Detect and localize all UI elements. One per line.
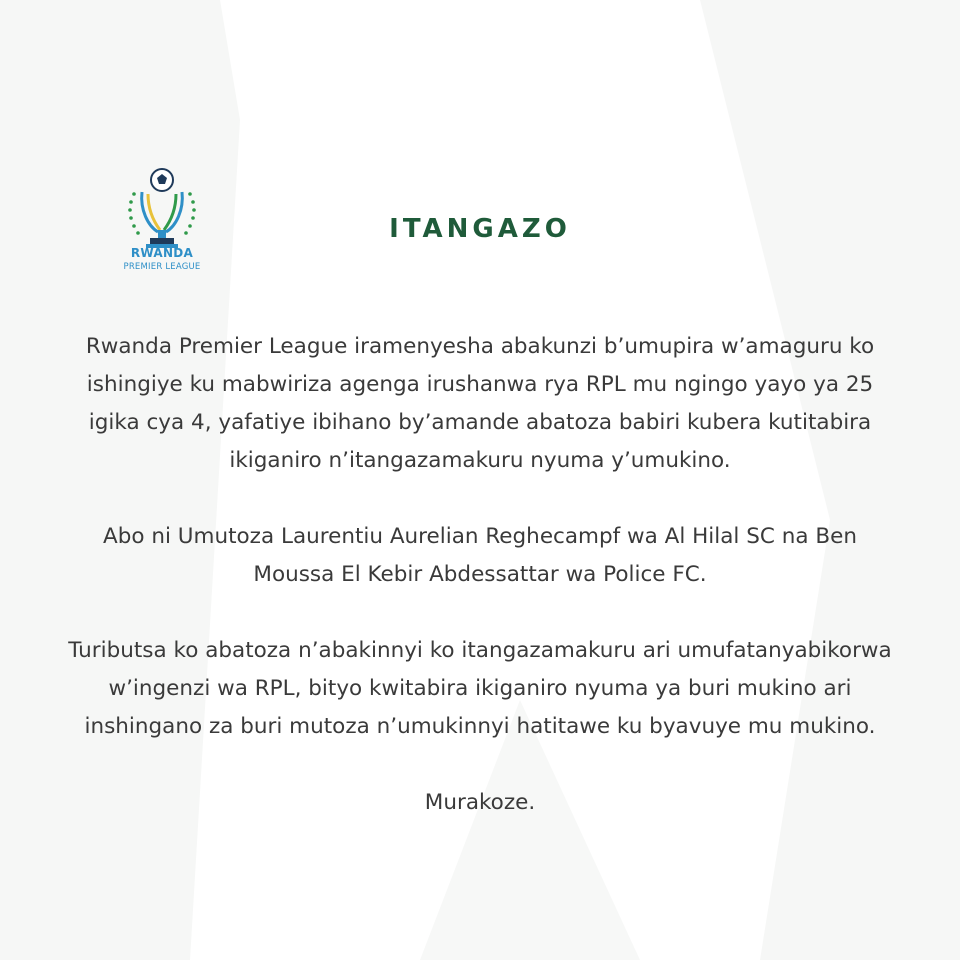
paragraph-reminder (40, 632, 920, 746)
paragraph-closing (40, 784, 920, 822)
text-line: ikiganiro n’itangazamakuru nyuma y’umukino. (229, 448, 731, 473)
paragraph-coaches (40, 518, 920, 594)
logo-wordmark-premier-league: PREMIER LEAGUE (123, 262, 201, 272)
text-line: Moussa El Kebir Abdessattar wa Police FC. (253, 562, 707, 587)
text-line: Tuributsa ko abatoza n’abakinnyi ko itangazamakuru ari umufatanyabikorwa (68, 638, 892, 663)
text-line: Murakoze. (424, 790, 536, 815)
text-line: ishingiye ku mabwiriza agenga irushanwa rya RPL mu ngingo yayo ya 25 (86, 372, 874, 397)
text-line: igika cya 4, yafatiye ibihano by’amande abatoza babiri kubera kutitabira (88, 410, 872, 435)
text-line: w’ingenzi wa RPL, bityo kwitabira ikiganiro nyuma ya buri mukino ari (108, 676, 852, 701)
announcement-body (40, 328, 920, 860)
text-line: inshingano za buri mutoza n’umukinnyi hatitawe ku byavuye mu mukino. (84, 714, 876, 739)
text-line: Rwanda Premier League iramenyesha abakunzi b’umupira w’amaguru ko (85, 334, 875, 359)
logo-wordmark-rwanda: RWANDA (130, 246, 194, 260)
announcement-title: ITANGAZO (389, 214, 571, 244)
paragraph-fine-notice (40, 328, 920, 480)
text-line: Abo ni Umutoza Laurentiu Aurelian Reghecampf wa Al Hilal SC na Ben (103, 524, 857, 549)
